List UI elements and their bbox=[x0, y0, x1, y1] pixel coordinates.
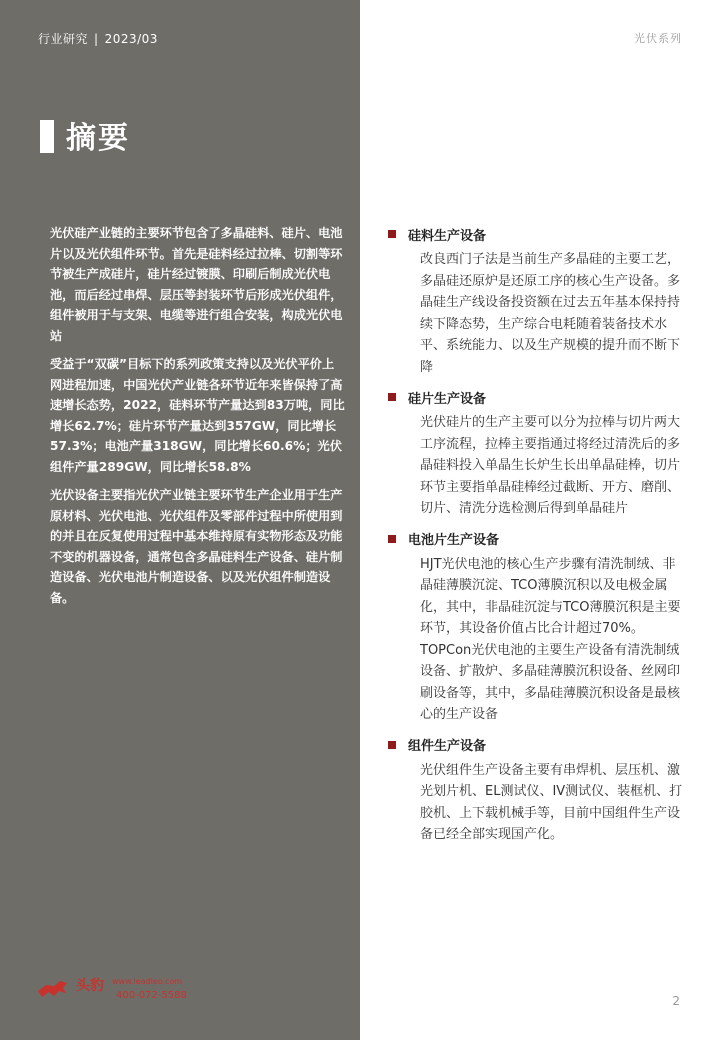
section-body: HJT光伏电池的核心生产步骤有清洗制绒、非晶硅薄膜沉淀、TCO薄膜沉积以及电极金属化，其中，非晶硅沉淀与TCO薄膜沉积是主要环节，其设备价值占比合计超过70%。TOPCon光伏电池的主要生产设备有清洗制绒设备、扩散炉、多晶硅薄膜沉积设备、丝网印刷设备等，其中，多晶硅薄膜沉积设备是最核心的生产设备 bbox=[420, 556, 681, 722]
section-title: 组件生产设备 bbox=[408, 739, 487, 754]
summary-paragraph: 光伏设备主要指光伏产业链主要环节生产企业用于生产原材料、光伏电池、光伏组件及零部件过程中所使用到的并且在反复使用过程中基本维持原有实物形态及功能不变的机器设备，通常包含多晶硅料生产设备、硅片制造设备、光伏电池片制造设备、以及光伏组件制造设备。 bbox=[50, 488, 343, 605]
logo-text: 头豹 bbox=[76, 978, 104, 994]
page-number: 2 bbox=[672, 994, 680, 1008]
square-bullet-icon bbox=[388, 535, 396, 543]
section-module bbox=[388, 734, 688, 846]
section-body: 改良西门子法是当前生产多晶硅的主要工艺，多晶硅还原炉是还原工序的核心生产设备。多晶硅生产线设备投资额在过去五年基本保持持续下降态势，生产综合电耗随着装备技术水平、系统能力、以及生产规模的提升而不断下降 bbox=[420, 252, 681, 375]
summary-text bbox=[50, 223, 346, 616]
section-silicon-material bbox=[388, 223, 688, 378]
square-bullet-icon bbox=[388, 230, 396, 238]
leopard-logo-icon bbox=[36, 977, 70, 1001]
section-body: 光伏组件生产设备主要有串焊机、层压机、激光划片机、EL测试仪、IV测试仪、装框机、打胶机、上下载机械手等，目前中国组件生产设备已经全部实现国产化。 bbox=[420, 762, 683, 842]
page-title: 摘要 bbox=[66, 121, 130, 156]
section-body: 光伏硅片的生产主要可以分为拉棒与切片两大工序流程，拉棒主要指通过将经过清洗后的多晶硅料投入单晶生长炉生长出单晶硅棒，切片环节主要指单晶硅棒经过截断、开方、磨削、切片、清洗分选检测后得到单晶硅片 bbox=[420, 415, 681, 516]
section-title: 硅料生产设备 bbox=[408, 228, 487, 244]
summary-paragraph: 受益于“双碳”目标下的系列政策支持以及光伏平价上网进程加速，中国光伏产业链各环节近年来皆保持了高速增长态势，2022，硅料环节产量达到83万吨，同比增长62.7%；硅片环节产量达到357GW，同比增长57.3%；电池产量318GW，同比增长60.6%；光伏组件产量289GW，同比增长58.8% bbox=[50, 357, 345, 474]
section-title: 硅片生产设备 bbox=[408, 391, 487, 407]
square-bullet-icon bbox=[388, 393, 396, 401]
report-category: 行业研究 bbox=[38, 32, 89, 46]
series-label: 光伏系列 bbox=[634, 32, 682, 45]
company-logo bbox=[36, 975, 216, 1005]
report-header: 行业研究 | 2023/03 bbox=[38, 32, 158, 46]
section-wafer bbox=[388, 386, 688, 520]
logo-phone: 400-072-5588 bbox=[116, 990, 187, 1001]
section-title: 电池片生产设备 bbox=[408, 533, 500, 548]
report-date: 2023/03 bbox=[104, 32, 158, 46]
summary-paragraph: 光伏硅产业链的主要环节包含了多晶硅料、硅片、电池片以及光伏组件环节。首先是硅料经过拉棒、切割等环节被生产成硅片，硅片经过镀膜、印刷后制成光伏电池，而后经过串焊、层压等封装环节后形成光伏组件，组件被用于与支架、电缆等进行组合安装，构成光伏电站 bbox=[50, 226, 343, 343]
title-marker bbox=[40, 120, 54, 153]
section-cell bbox=[388, 528, 688, 726]
equipment-sections bbox=[388, 223, 688, 854]
logo-website: www.leadleo.com bbox=[112, 977, 183, 986]
square-bullet-icon bbox=[388, 741, 396, 749]
